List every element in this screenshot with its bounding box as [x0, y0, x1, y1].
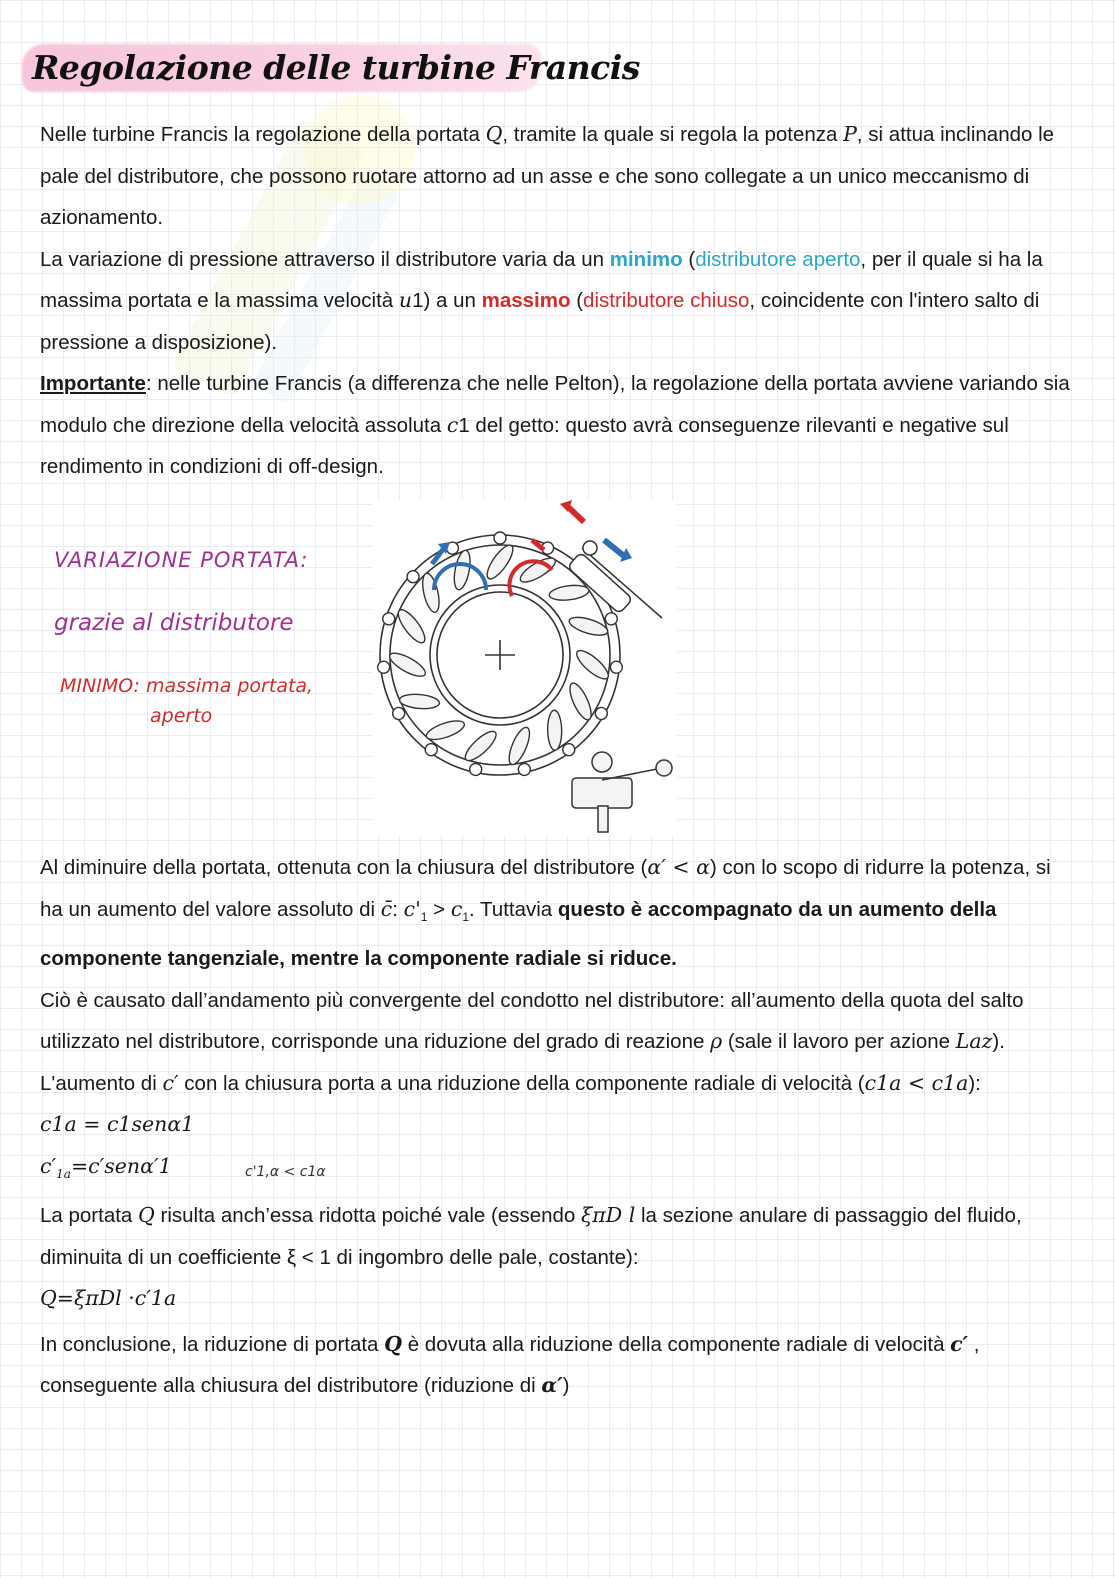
chiuso-term: distributore chiuso — [583, 289, 750, 312]
important-paragraph: Importante: nelle turbine Francis (a differenza che nelle Pelton), la regolazione della portata avviene variando sia modulo che direzione della velocità assoluta c1 del getto: questo avrà conseguenze rilevanti e negative sul rendimento in condizioni di off-design. — [40, 372, 1070, 478]
closing-block — [40, 847, 1070, 1407]
minimo-term: minimo — [609, 247, 683, 271]
handnote-minimo: MINIMO: massima portata, — [60, 675, 314, 697]
equation-flow: Q=ξπDl ·c′1a — [40, 1286, 177, 1310]
equation-radial: c1a = c1senα1 — [40, 1112, 195, 1136]
aperto-term: distributore aperto — [695, 247, 861, 271]
handnote-variazione: VARIAZIONE PORTATA: — [54, 548, 309, 572]
intro-paragraph: Nelle turbine Francis la regolazione della portata Q, tramite la quale si regola la potenza P, si attua inclinando le pale del distributore, che possono ruotare attorno ad un asse e che sono collegate a un unico meccanismo di azionamento. — [40, 122, 1055, 229]
variation-paragraph: La variazione di pressione attraverso il distributore varia da un minimo (distributore aperto, per il quale si ha la massima portata e la massima velocità u1) a un massimo (distributore chiuso, coincidente con l'intero salto di pressione a disposizione). — [40, 247, 1043, 354]
distributor-diagram — [372, 500, 677, 835]
handnote-side: c'1,α < c1α — [245, 1164, 326, 1180]
important-label: Importante — [40, 372, 146, 395]
massimo-term: massimo — [481, 289, 571, 312]
cause-paragraph: Ciò è causato dall’andamento più convergente del condotto nel distributore: all’aumento della quota del salto utilizzato nel distributore, corrisponde una riduzione del grado di reazione ρ (sale il lavoro per azione Laz). L'aumento di c′ con la chiusura porta a una riduzione della componente radiale di velocità (c1a < c1a): — [40, 988, 1024, 1095]
flow-paragraph: La portata Q risulta anch’essa ridotta poiché vale (essendo ξπD l la sezione anulare di passaggio del fluido, diminuita di un coefficiente ξ < 1 di ingombro delle pale, costante): — [40, 1203, 1022, 1269]
equation-radial-prime: $c'_{1a}=c'sen\alpha'1$ — [40, 1153, 172, 1181]
title-area — [26, 40, 646, 87]
page-title: Regolazione delle turbine Francis — [32, 48, 640, 87]
handnote-distributore: grazie al distributore — [54, 610, 294, 636]
conclusion-paragraph: In conclusione, la riduzione di portata Q è dovuta alla riduzione della componente radiale di velocità c′ , conseguente alla chiusura del distributore (riduzione di α′) — [40, 1331, 980, 1397]
closure-paragraph: Al diminuire della portata, ottenuta con la chiusura del distributore (α′ < α) con lo scopo di ridurre la potenza, si ha un aumento del valore assoluto di c̄: $c'_1 > c_1$. Tuttavia questo è accompagnato da un aumento della componente tangenziale, mentre la componente radiale si riduce. — [40, 855, 1051, 970]
handnote-aperto: aperto — [150, 705, 213, 727]
intro-block — [40, 114, 1070, 488]
